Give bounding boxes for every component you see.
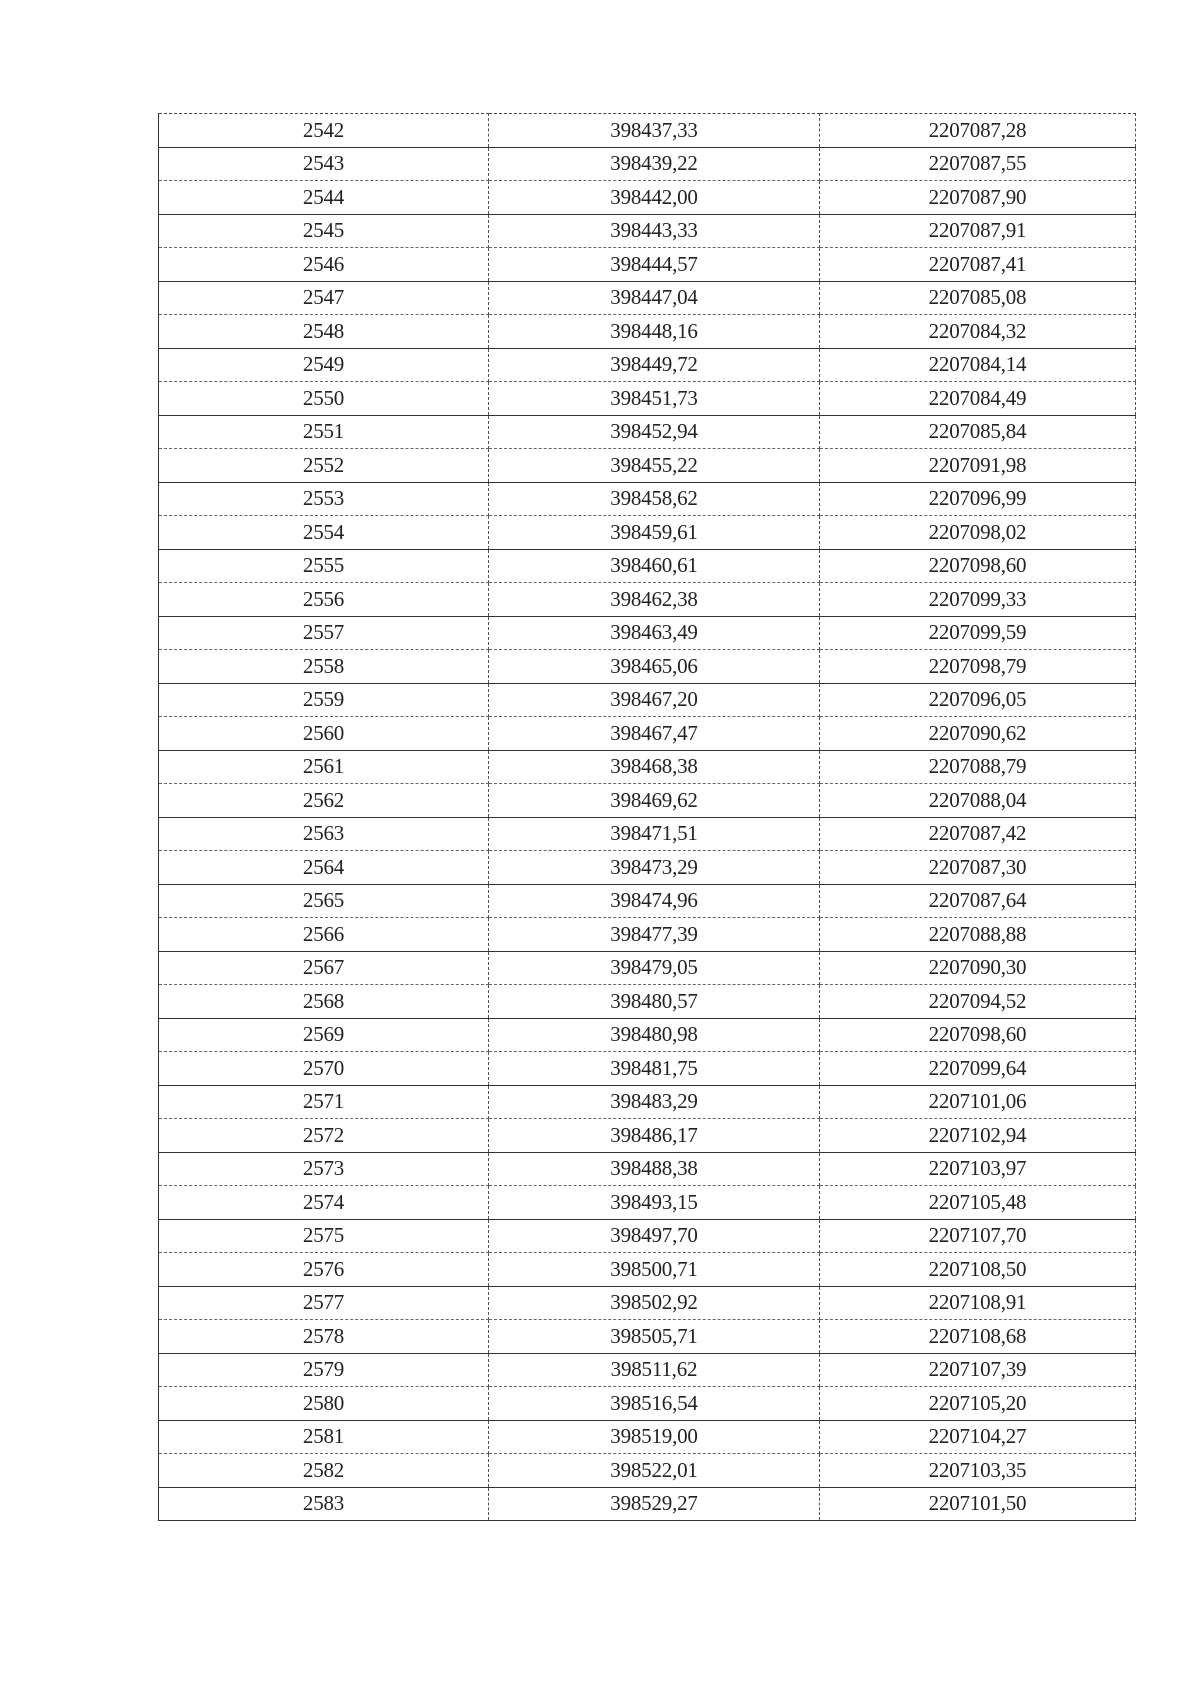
table-row: [159, 1286, 1136, 1320]
x-coordinate-cell: 398486,17: [489, 1119, 820, 1153]
y-coordinate-cell: 2207088,79: [820, 750, 1136, 784]
table-row: [159, 382, 1136, 416]
table-row: [159, 1353, 1136, 1387]
y-coordinate-cell: 2207103,97: [820, 1152, 1136, 1186]
x-coordinate-cell: 398473,29: [489, 851, 820, 885]
coordinates-table-body: [159, 114, 1136, 1521]
x-coordinate-cell: 398519,00: [489, 1420, 820, 1454]
y-coordinate-cell: 2207090,30: [820, 951, 1136, 985]
y-coordinate-cell: 2207096,05: [820, 683, 1136, 717]
y-coordinate-cell: 2207103,35: [820, 1454, 1136, 1488]
table-row: [159, 1085, 1136, 1119]
x-coordinate-cell: 398467,20: [489, 683, 820, 717]
x-coordinate-cell: 398481,75: [489, 1052, 820, 1086]
table-row: [159, 549, 1136, 583]
point-number-cell: 2574: [159, 1186, 489, 1220]
y-coordinate-cell: 2207087,55: [820, 147, 1136, 181]
point-number-cell: 2551: [159, 415, 489, 449]
x-coordinate-cell: 398497,70: [489, 1219, 820, 1253]
coordinates-table: [158, 113, 1136, 1521]
table-row: [159, 918, 1136, 952]
y-coordinate-cell: 2207087,90: [820, 181, 1136, 215]
point-number-cell: 2542: [159, 114, 489, 148]
x-coordinate-cell: 398474,96: [489, 884, 820, 918]
point-number-cell: 2563: [159, 817, 489, 851]
point-number-cell: 2544: [159, 181, 489, 215]
y-coordinate-cell: 2207098,60: [820, 1018, 1136, 1052]
table-row: [159, 1420, 1136, 1454]
point-number-cell: 2552: [159, 449, 489, 483]
y-coordinate-cell: 2207098,79: [820, 650, 1136, 684]
point-number-cell: 2554: [159, 516, 489, 550]
y-coordinate-cell: 2207107,70: [820, 1219, 1136, 1253]
y-coordinate-cell: 2207101,50: [820, 1487, 1136, 1521]
point-number-cell: 2579: [159, 1353, 489, 1387]
x-coordinate-cell: 398458,62: [489, 482, 820, 516]
x-coordinate-cell: 398448,16: [489, 315, 820, 349]
x-coordinate-cell: 398502,92: [489, 1286, 820, 1320]
table-row: [159, 851, 1136, 885]
point-number-cell: 2550: [159, 382, 489, 416]
point-number-cell: 2571: [159, 1085, 489, 1119]
point-number-cell: 2565: [159, 884, 489, 918]
table-row: [159, 281, 1136, 315]
point-number-cell: 2580: [159, 1387, 489, 1421]
y-coordinate-cell: 2207087,28: [820, 114, 1136, 148]
point-number-cell: 2546: [159, 248, 489, 282]
x-coordinate-cell: 398455,22: [489, 449, 820, 483]
table-row: [159, 884, 1136, 918]
table-row: [159, 650, 1136, 684]
table-row: [159, 516, 1136, 550]
point-number-cell: 2566: [159, 918, 489, 952]
y-coordinate-cell: 2207087,42: [820, 817, 1136, 851]
table-row: [159, 616, 1136, 650]
point-number-cell: 2548: [159, 315, 489, 349]
table-row: [159, 449, 1136, 483]
y-coordinate-cell: 2207105,48: [820, 1186, 1136, 1220]
x-coordinate-cell: 398469,62: [489, 784, 820, 818]
x-coordinate-cell: 398442,00: [489, 181, 820, 215]
point-number-cell: 2547: [159, 281, 489, 315]
y-coordinate-cell: 2207099,33: [820, 583, 1136, 617]
table-row: [159, 315, 1136, 349]
x-coordinate-cell: 398460,61: [489, 549, 820, 583]
table-row: [159, 1320, 1136, 1354]
point-number-cell: 2558: [159, 650, 489, 684]
y-coordinate-cell: 2207101,06: [820, 1085, 1136, 1119]
table-row: [159, 1052, 1136, 1086]
point-number-cell: 2582: [159, 1454, 489, 1488]
y-coordinate-cell: 2207108,91: [820, 1286, 1136, 1320]
x-coordinate-cell: 398439,22: [489, 147, 820, 181]
table-row: [159, 1186, 1136, 1220]
table-row: [159, 583, 1136, 617]
table-row: [159, 1018, 1136, 1052]
x-coordinate-cell: 398462,38: [489, 583, 820, 617]
y-coordinate-cell: 2207090,62: [820, 717, 1136, 751]
table-row: [159, 348, 1136, 382]
table-row: [159, 415, 1136, 449]
y-coordinate-cell: 2207108,50: [820, 1253, 1136, 1287]
x-coordinate-cell: 398477,39: [489, 918, 820, 952]
y-coordinate-cell: 2207084,32: [820, 315, 1136, 349]
y-coordinate-cell: 2207108,68: [820, 1320, 1136, 1354]
y-coordinate-cell: 2207085,84: [820, 415, 1136, 449]
y-coordinate-cell: 2207087,41: [820, 248, 1136, 282]
x-coordinate-cell: 398529,27: [489, 1487, 820, 1521]
point-number-cell: 2562: [159, 784, 489, 818]
y-coordinate-cell: 2207099,64: [820, 1052, 1136, 1086]
table-row: [159, 951, 1136, 985]
point-number-cell: 2559: [159, 683, 489, 717]
point-number-cell: 2575: [159, 1219, 489, 1253]
point-number-cell: 2573: [159, 1152, 489, 1186]
table-row: [159, 1487, 1136, 1521]
x-coordinate-cell: 398468,38: [489, 750, 820, 784]
y-coordinate-cell: 2207105,20: [820, 1387, 1136, 1421]
table-row: [159, 1152, 1136, 1186]
point-number-cell: 2553: [159, 482, 489, 516]
x-coordinate-cell: 398444,57: [489, 248, 820, 282]
table-row: [159, 1253, 1136, 1287]
y-coordinate-cell: 2207084,14: [820, 348, 1136, 382]
point-number-cell: 2570: [159, 1052, 489, 1086]
y-coordinate-cell: 2207091,98: [820, 449, 1136, 483]
y-coordinate-cell: 2207087,64: [820, 884, 1136, 918]
point-number-cell: 2583: [159, 1487, 489, 1521]
y-coordinate-cell: 2207098,02: [820, 516, 1136, 550]
table-row: [159, 482, 1136, 516]
y-coordinate-cell: 2207085,08: [820, 281, 1136, 315]
y-coordinate-cell: 2207087,30: [820, 851, 1136, 885]
y-coordinate-cell: 2207088,88: [820, 918, 1136, 952]
point-number-cell: 2581: [159, 1420, 489, 1454]
y-coordinate-cell: 2207102,94: [820, 1119, 1136, 1153]
y-coordinate-cell: 2207099,59: [820, 616, 1136, 650]
point-number-cell: 2556: [159, 583, 489, 617]
x-coordinate-cell: 398463,49: [489, 616, 820, 650]
point-number-cell: 2545: [159, 214, 489, 248]
x-coordinate-cell: 398488,38: [489, 1152, 820, 1186]
x-coordinate-cell: 398505,71: [489, 1320, 820, 1354]
point-number-cell: 2567: [159, 951, 489, 985]
table-row: [159, 147, 1136, 181]
table-row: [159, 114, 1136, 148]
x-coordinate-cell: 398479,05: [489, 951, 820, 985]
x-coordinate-cell: 398443,33: [489, 214, 820, 248]
table-row: [159, 985, 1136, 1019]
table-row: [159, 248, 1136, 282]
x-coordinate-cell: 398493,15: [489, 1186, 820, 1220]
table-row: [159, 214, 1136, 248]
point-number-cell: 2568: [159, 985, 489, 1019]
point-number-cell: 2560: [159, 717, 489, 751]
point-number-cell: 2543: [159, 147, 489, 181]
x-coordinate-cell: 398511,62: [489, 1353, 820, 1387]
point-number-cell: 2569: [159, 1018, 489, 1052]
table-row: [159, 1454, 1136, 1488]
x-coordinate-cell: 398471,51: [489, 817, 820, 851]
x-coordinate-cell: 398480,57: [489, 985, 820, 1019]
x-coordinate-cell: 398451,73: [489, 382, 820, 416]
x-coordinate-cell: 398449,72: [489, 348, 820, 382]
table-row: [159, 784, 1136, 818]
y-coordinate-cell: 2207096,99: [820, 482, 1136, 516]
x-coordinate-cell: 398437,33: [489, 114, 820, 148]
x-coordinate-cell: 398480,98: [489, 1018, 820, 1052]
x-coordinate-cell: 398467,47: [489, 717, 820, 751]
x-coordinate-cell: 398522,01: [489, 1454, 820, 1488]
table-row: [159, 750, 1136, 784]
y-coordinate-cell: 2207094,52: [820, 985, 1136, 1019]
point-number-cell: 2577: [159, 1286, 489, 1320]
x-coordinate-cell: 398516,54: [489, 1387, 820, 1421]
x-coordinate-cell: 398459,61: [489, 516, 820, 550]
point-number-cell: 2555: [159, 549, 489, 583]
y-coordinate-cell: 2207088,04: [820, 784, 1136, 818]
y-coordinate-cell: 2207107,39: [820, 1353, 1136, 1387]
table-row: [159, 1219, 1136, 1253]
y-coordinate-cell: 2207098,60: [820, 549, 1136, 583]
point-number-cell: 2549: [159, 348, 489, 382]
x-coordinate-cell: 398500,71: [489, 1253, 820, 1287]
table-row: [159, 717, 1136, 751]
x-coordinate-cell: 398483,29: [489, 1085, 820, 1119]
y-coordinate-cell: 2207104,27: [820, 1420, 1136, 1454]
x-coordinate-cell: 398452,94: [489, 415, 820, 449]
y-coordinate-cell: 2207087,91: [820, 214, 1136, 248]
table-row: [159, 181, 1136, 215]
table-row: [159, 817, 1136, 851]
point-number-cell: 2564: [159, 851, 489, 885]
point-number-cell: 2572: [159, 1119, 489, 1153]
y-coordinate-cell: 2207084,49: [820, 382, 1136, 416]
table-row: [159, 683, 1136, 717]
table-row: [159, 1119, 1136, 1153]
x-coordinate-cell: 398447,04: [489, 281, 820, 315]
point-number-cell: 2578: [159, 1320, 489, 1354]
x-coordinate-cell: 398465,06: [489, 650, 820, 684]
table-row: [159, 1387, 1136, 1421]
point-number-cell: 2557: [159, 616, 489, 650]
point-number-cell: 2576: [159, 1253, 489, 1287]
point-number-cell: 2561: [159, 750, 489, 784]
